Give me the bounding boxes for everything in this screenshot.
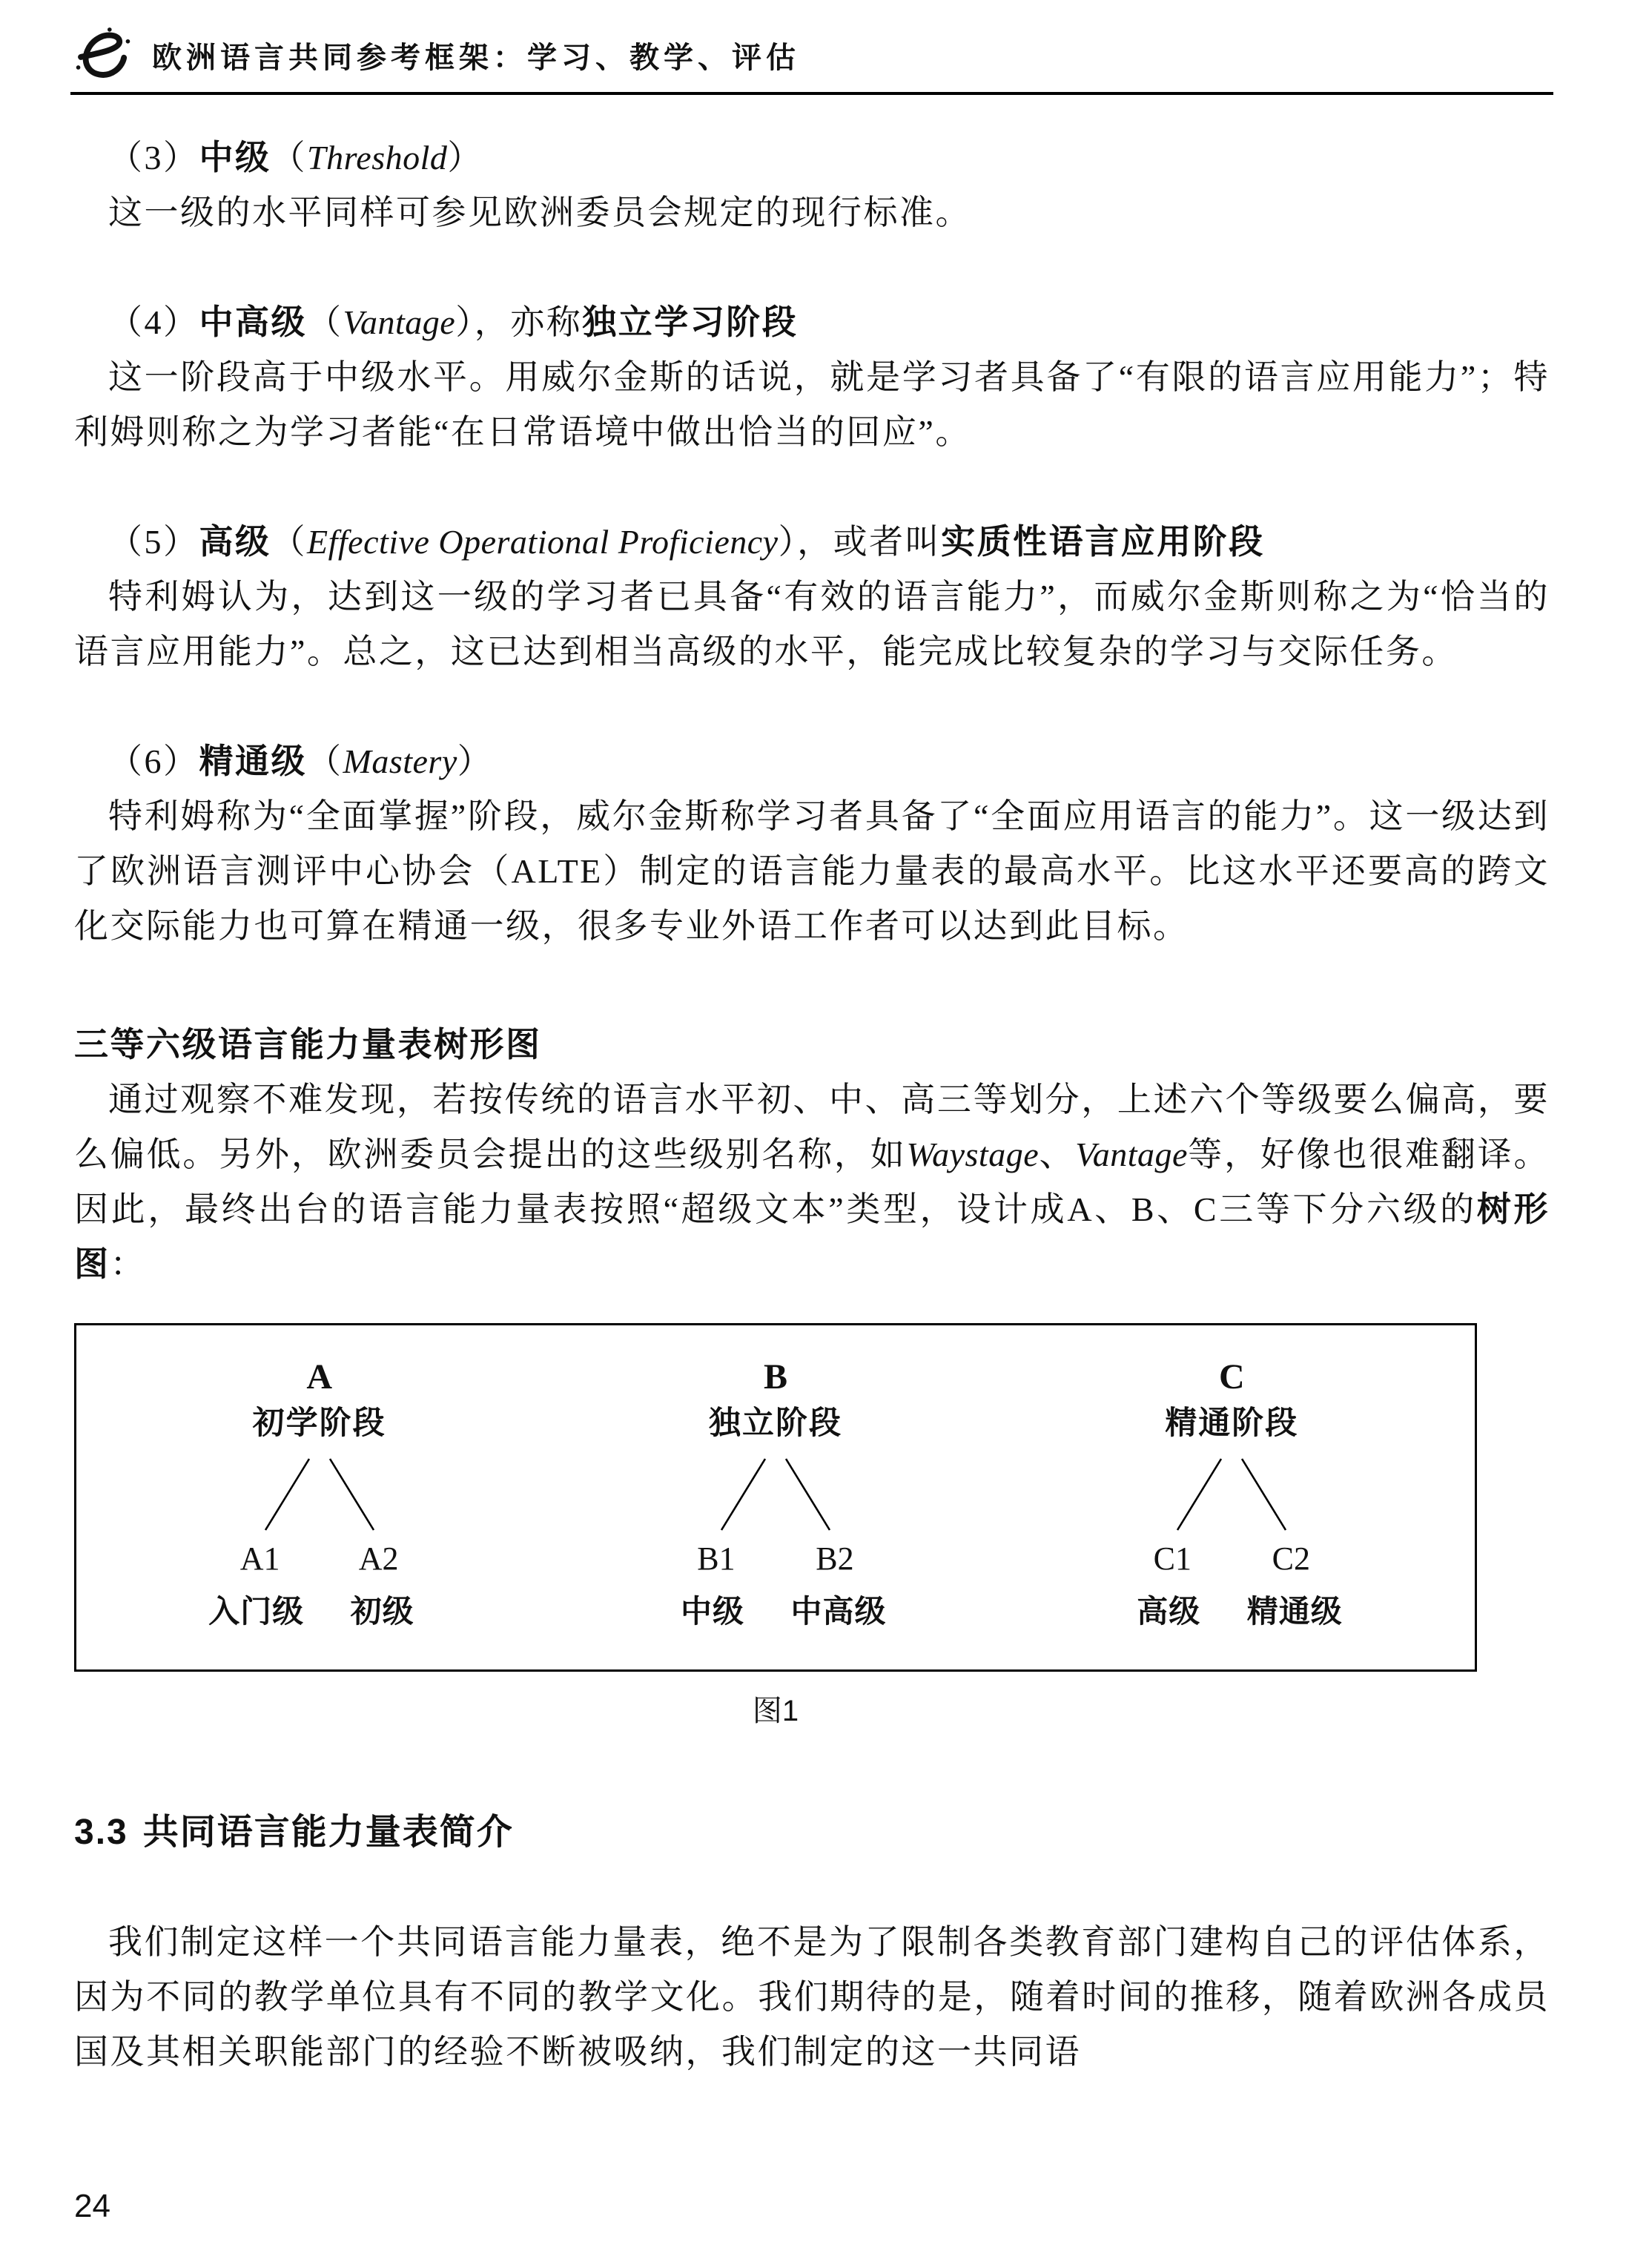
item-number: （6） [108, 742, 199, 780]
level-code: B2 [816, 1540, 854, 1577]
item-term: 中级 [199, 139, 271, 177]
item-tail: ，或者叫 [797, 523, 942, 561]
tree-branch-b [547, 1356, 1003, 1631]
cefr-levels-figure [74, 1323, 1550, 1730]
level-paragraph-mastery: 特利姆称为“全面掌握”阶段，威尔金斯称学习者具备了“全面应用语言的能力”。这一级达到了欧洲语言测评中心协会（ALTE）制定的语言能力量表的最高水平。比这水平还要高的跨文化交际能力也可算在精通一级，很多专业外语工作者可以达到此目标。 [74, 797, 1550, 945]
paren-open: （ [307, 742, 343, 780]
branch-letter: A [306, 1357, 332, 1397]
paren-close: ） [447, 139, 483, 177]
level-heading-mastery [74, 734, 1550, 789]
branch-connector-lines [1117, 1454, 1346, 1534]
tree-section-heading: 三等六级语言能力量表树形图 [74, 1026, 542, 1064]
level-name: 高级 [1137, 1594, 1201, 1629]
level-heading-vantage [74, 295, 1550, 350]
branch-connector-lines [661, 1454, 890, 1534]
branch-level-names [650, 1592, 902, 1631]
english-term: Vantage [1075, 1135, 1188, 1173]
section-intro-paragraph: 我们制定这样一个共同语言能力量表，绝不是为了限制各类教育部门建构自己的评估体系，因为不同的教学单位具有不同的教学文化。我们期待的是，随着时间的推移，随着欧洲各成员国及其相关职能部门的经验不断被吸纳，我们制定的这一共同语 [74, 1923, 1550, 2071]
branch-level-codes [657, 1539, 894, 1579]
paren-close: ） [457, 742, 494, 780]
branch-letter: B [763, 1357, 787, 1397]
level-paragraph-threshold: 这一级的水平同样可参见欧洲委员会规定的现行标准。 [108, 194, 971, 231]
item-english-name: Threshold [307, 139, 448, 177]
branch-level-codes [1113, 1539, 1350, 1579]
level-paragraph-vantage: 这一阶段高于中级水平。用威尔金斯的话说，就是学习者具备了“有限的语言应用能力”；特利姆则称之为学习者能“在日常语境中做出恰当的回应”。 [74, 358, 1550, 451]
item-english-name: Effective Operational Proficiency [307, 523, 779, 561]
level-code: A1 [239, 1540, 280, 1577]
level-paragraph-effective-proficiency: 特利姆认为，达到这一级的学习者已具备“有效的语言能力”，而威尔金斯则称之为“恰当的语言应用能力”。总之，这已达到相当高级的水平，能完成比较复杂的学习与交际任务。 [74, 578, 1550, 670]
level-heading-effective-proficiency [74, 515, 1550, 570]
branch-stage-name: 独立阶段 [708, 1405, 842, 1441]
bold-term: 树形图 [74, 1190, 1550, 1283]
level-name: 初级 [350, 1594, 414, 1629]
branch-stage-name: 初学阶段 [252, 1405, 386, 1441]
level-code: A2 [358, 1540, 399, 1577]
item-term: 精通级 [199, 742, 307, 780]
level-code: B1 [697, 1540, 736, 1577]
tree-section-paragraph [74, 1072, 1550, 1292]
text-run: 等，好像也很难翻译。因此，最终出台的语言能力量表按照“超级文本”类型，设计成A、B、C三等下分六级的 [74, 1135, 1550, 1228]
text-run: 、 [1039, 1135, 1076, 1173]
item-number: （3） [108, 139, 199, 177]
level-heading-threshold [74, 131, 1550, 185]
level-name: 中高级 [790, 1594, 887, 1629]
text-run: ： [110, 1245, 146, 1283]
paren-open: （ [307, 303, 343, 341]
section-number: 3.3 [74, 1813, 128, 1852]
cefr-e-logo-icon [70, 27, 136, 86]
paren-close: ） [778, 523, 798, 561]
item-number: （5） [108, 523, 199, 561]
item-english-name: Mastery [343, 742, 457, 780]
running-head-title: 欧洲语言共同参考框架：学习、教学、评估 [152, 40, 800, 74]
level-name: 中级 [680, 1594, 744, 1629]
page-content [0, 95, 1626, 2080]
item-term: 中高级 [199, 303, 307, 341]
paren-open: （ [271, 523, 307, 561]
item-number: （4） [108, 303, 199, 341]
branch-letter: C [1218, 1357, 1245, 1397]
figure-caption: 图1 [752, 1695, 799, 1727]
branch-level-names [1106, 1592, 1358, 1631]
paren-open: （ [271, 139, 307, 177]
level-code: C2 [1272, 1540, 1310, 1577]
branch-level-names [194, 1592, 446, 1631]
item-english-name: Vantage [343, 303, 456, 341]
item-term: 高级 [199, 523, 271, 561]
section-title: 共同语言能力量表简介 [142, 1813, 514, 1852]
level-name: 精通级 [1246, 1594, 1343, 1629]
text-run: 通过观察不难发现，若按传统的语言水平初、中、高三等划分，上述六个等级要么偏高，要么偏低。另外，欧洲委员会提出的这些级别名称，如 [74, 1081, 1550, 1173]
branch-stage-name: 精通阶段 [1165, 1405, 1299, 1441]
tree-branch-c [1004, 1356, 1460, 1631]
section-heading-3-3 [74, 1810, 1550, 1856]
item-tail: ，亦称 [474, 303, 583, 341]
item-tail-bold: 独立学习阶段 [582, 303, 799, 341]
level-name: 入门级 [208, 1594, 305, 1629]
paren-close: ） [455, 303, 475, 341]
english-term: Waystage [906, 1135, 1040, 1173]
level-code: C1 [1153, 1540, 1192, 1577]
item-tail-bold: 实质性语言应用阶段 [941, 523, 1265, 561]
tree-diagram-box [74, 1323, 1477, 1672]
branch-connector-lines [205, 1454, 434, 1534]
branch-level-codes [201, 1539, 438, 1579]
tree-branch-a [91, 1356, 547, 1631]
page-number: 24 [74, 2188, 110, 2224]
page-header [0, 0, 1626, 86]
